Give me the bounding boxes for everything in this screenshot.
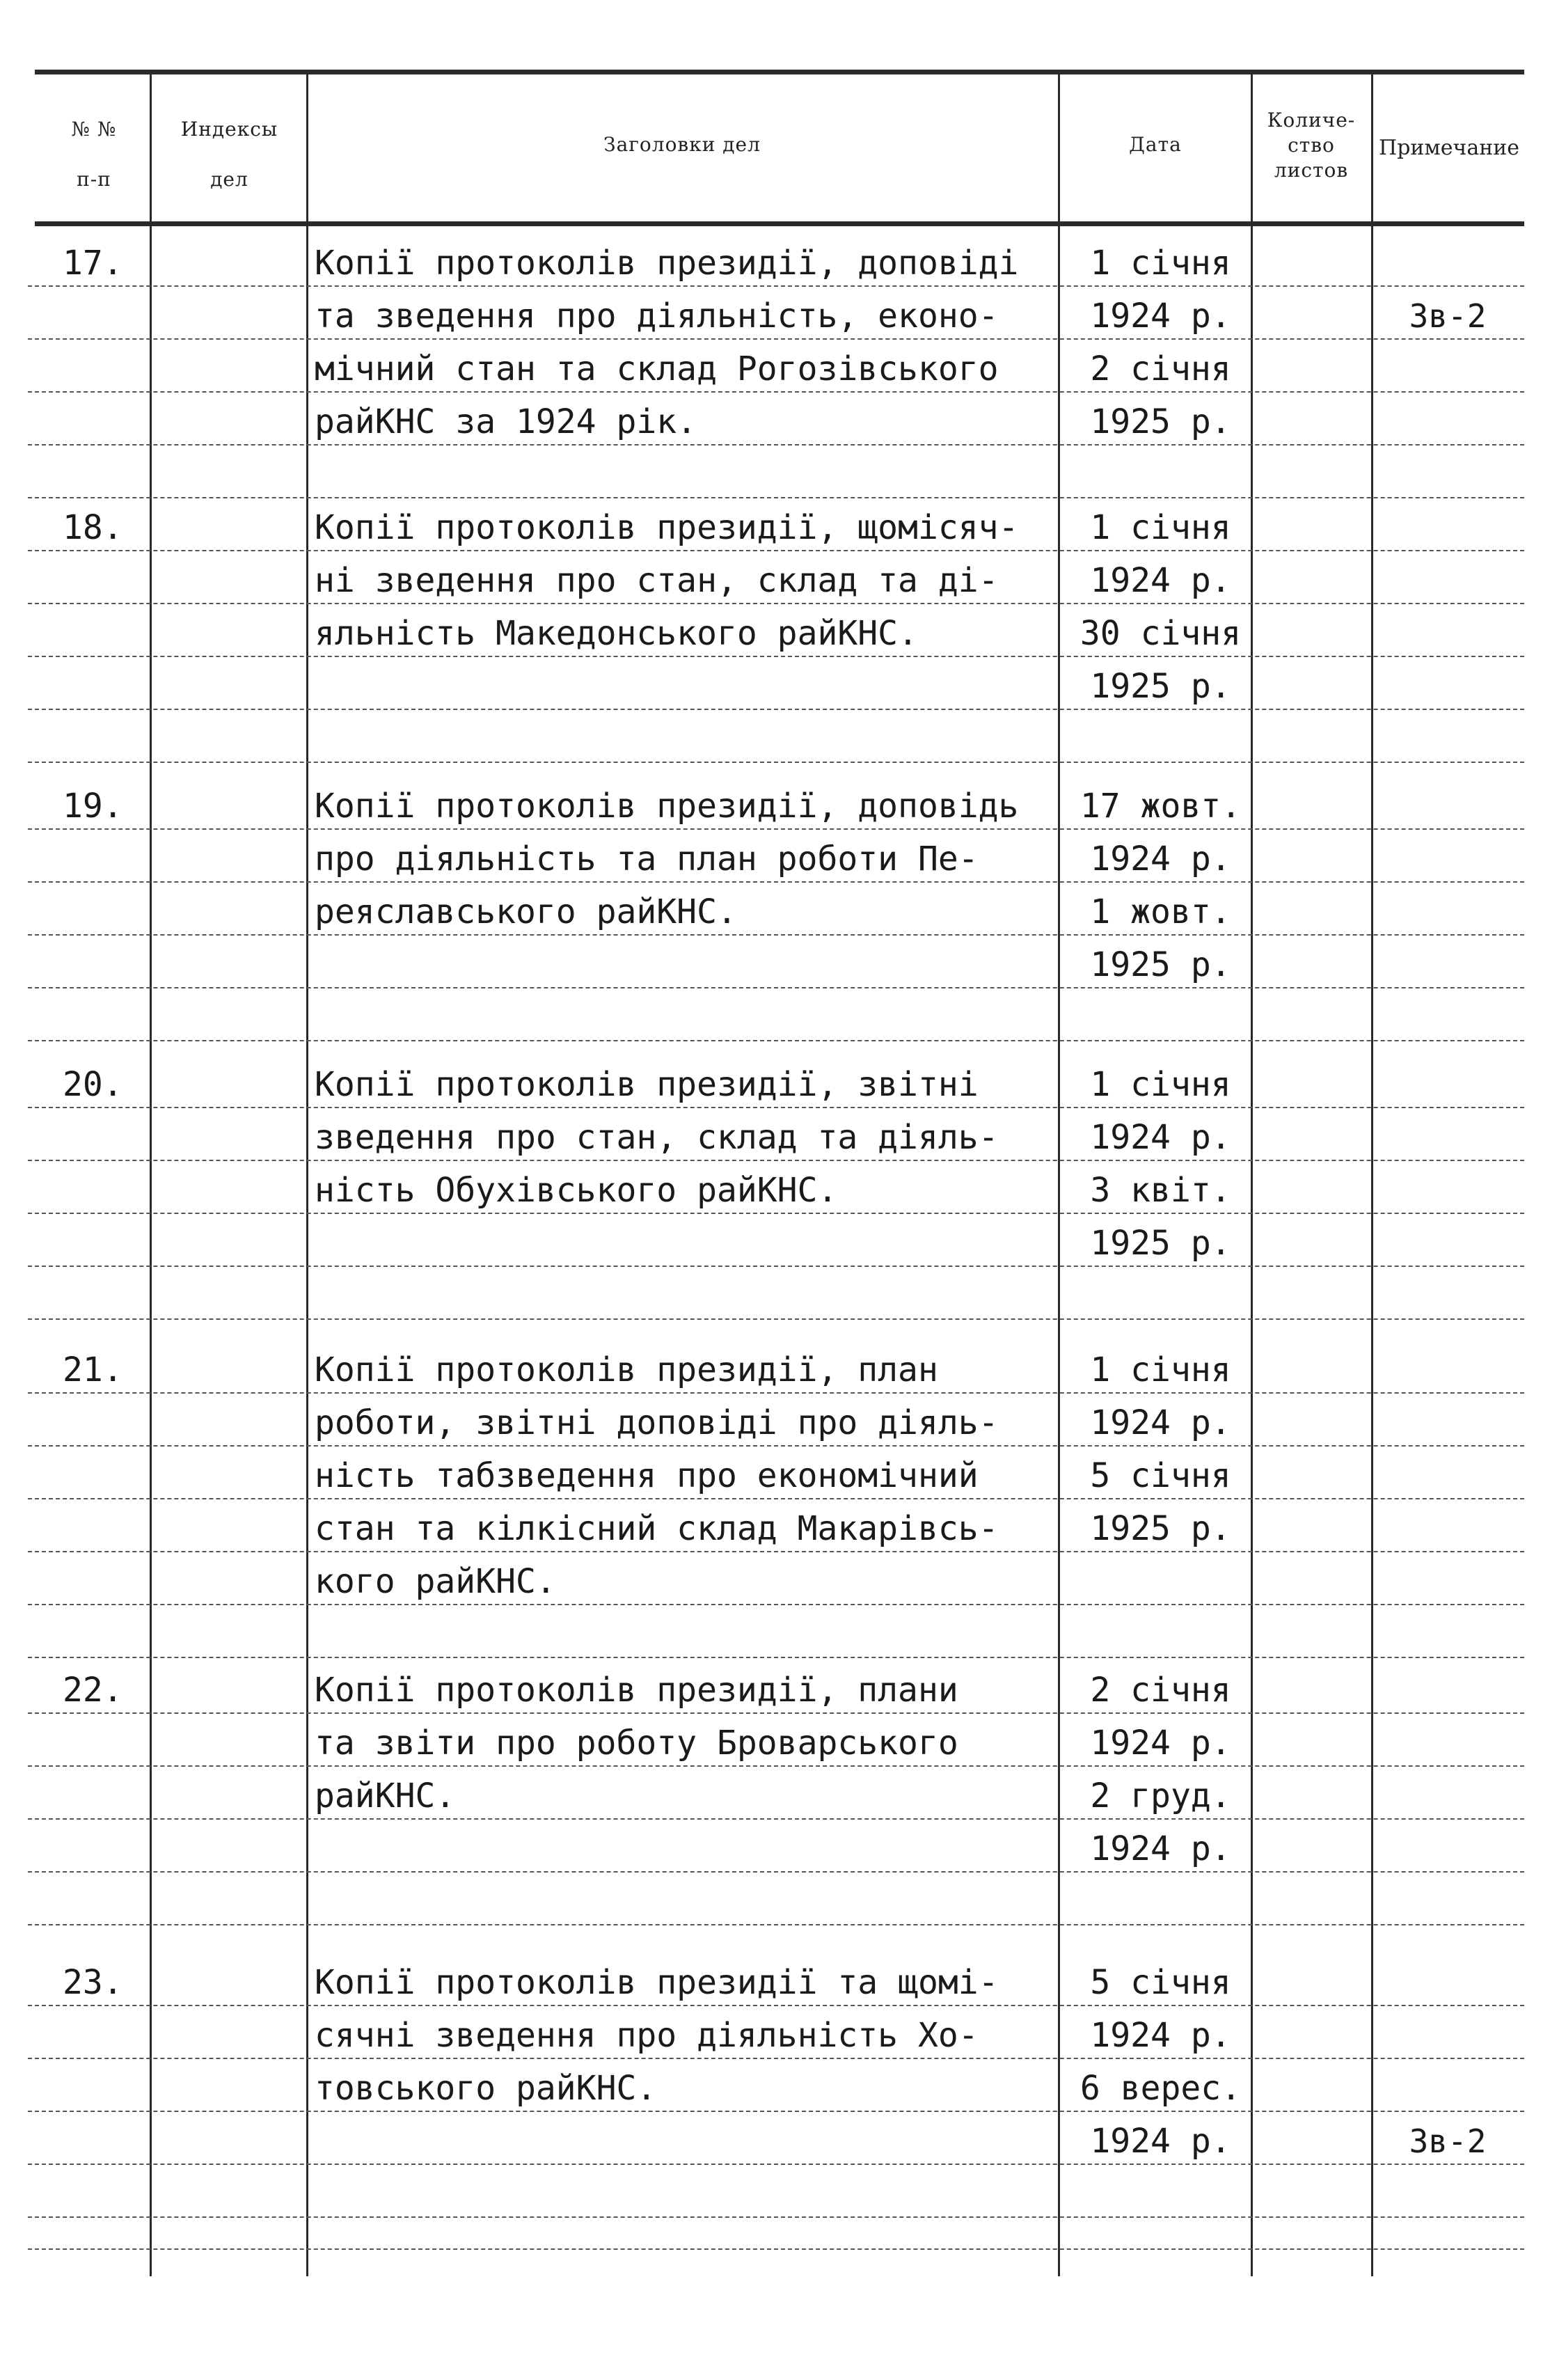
ruled-line — [28, 1392, 1524, 1394]
ruled-line — [28, 709, 1524, 710]
entry-date-line: 1924 р. — [1090, 2016, 1231, 2055]
ruled-line — [28, 603, 1524, 604]
ruled-line — [28, 1924, 1524, 1925]
entry-date-line: 1924 р. — [1090, 1724, 1231, 1763]
ruled-line — [28, 2216, 1524, 2218]
entry-title-line: про діяльність та план роботи Пе- — [315, 840, 979, 878]
entry-date-line: 1 січня — [1090, 1065, 1231, 1104]
entry-title-line: ність Обухівського райКНС. — [315, 1171, 838, 1210]
entry-title-line: яльність Македонського райКНС. — [315, 614, 918, 653]
header-bottom-border — [35, 221, 1524, 226]
ruled-line — [28, 1040, 1524, 1041]
ruled-line — [28, 1266, 1524, 1267]
ruled-line — [28, 1604, 1524, 1605]
column-divider — [306, 70, 308, 2276]
entry-date-line: 1925 р. — [1090, 1509, 1231, 1548]
entry-title-line: райКНС. — [315, 1776, 456, 1815]
entry-date-line: 17 жовт. — [1079, 787, 1242, 826]
column-divider — [1371, 70, 1373, 2276]
entry-note: Зв-2 — [1409, 2122, 1487, 2160]
entry-title-line: Копії протоколів президії та щомі- — [315, 1963, 999, 2002]
ruled-line — [28, 1107, 1524, 1108]
ruled-line — [28, 1160, 1524, 1161]
entry-date-line: 30 січня — [1079, 614, 1242, 653]
entry-date-line: 1924 р. — [1090, 561, 1231, 600]
entry-date-line: 2 січня — [1090, 349, 1231, 388]
entry-title-line: райКНС за 1924 рік. — [315, 402, 697, 441]
entry-title-line: кого райКНС. — [315, 1562, 556, 1601]
ruled-line — [28, 1657, 1524, 1658]
ruled-line — [28, 2005, 1524, 2006]
ruled-line — [28, 934, 1524, 936]
entry-title-line: ність табзведення про економічний — [315, 1456, 979, 1495]
ruled-line — [28, 1871, 1524, 1873]
entry-title-line: та звіти про роботу Броварського — [315, 1724, 958, 1763]
ruled-line — [28, 987, 1524, 988]
entry-date-line: 1 січня — [1090, 508, 1231, 547]
entry-date-line: 1924 р. — [1090, 1118, 1231, 1157]
ruled-line — [28, 828, 1524, 830]
entry-title-line: стан та кілкісний склад Макарівсь- — [315, 1509, 999, 1548]
entry-date-line: 1925 р. — [1090, 402, 1231, 441]
entry-date-line: 1 січня — [1090, 244, 1231, 283]
entry-number: 17. — [63, 244, 123, 283]
ruled-line — [28, 550, 1524, 551]
column-divider — [1251, 70, 1253, 2276]
entry-date-line: 1 жовт. — [1090, 892, 1231, 931]
ruled-line — [28, 391, 1524, 393]
entry-title-line: Копії протоколів президії, план — [315, 1350, 938, 1389]
table-top-border — [35, 70, 1524, 74]
entry-title-line: та зведення про діяльність, еконо- — [315, 297, 999, 336]
entry-number: 22. — [63, 1671, 123, 1710]
entry-date-line: 1924 р. — [1090, 1829, 1231, 1868]
entry-date-line: 6 верес. — [1079, 2069, 1242, 2108]
entry-title-line: Копії протоколів президії, доповіді — [315, 244, 1019, 283]
header-date: Дата — [1129, 133, 1182, 156]
entry-date-line: 1924 р. — [1090, 1403, 1231, 1442]
ruled-line — [28, 1551, 1524, 1552]
entry-title-line: мічний стан та склад Рогозівського — [315, 349, 999, 388]
entry-number: 18. — [63, 508, 123, 547]
entry-number: 19. — [63, 787, 123, 826]
entry-number: 23. — [63, 1963, 123, 2002]
ruled-line — [28, 338, 1524, 340]
ruled-line — [28, 1712, 1524, 1714]
ruled-line — [28, 1318, 1524, 1320]
entry-title-line: Копії протоколів президії, щомісяч- — [315, 508, 1019, 547]
ruled-line — [28, 1213, 1524, 1214]
entry-date-line: 5 січня — [1090, 1963, 1231, 2002]
ruled-line — [28, 2111, 1524, 2112]
entry-date-line: 3 квіт. — [1090, 1171, 1231, 1210]
ruled-line — [28, 2058, 1524, 2059]
ruled-line — [28, 1818, 1524, 1820]
ruled-line — [28, 1498, 1524, 1499]
entry-title-line: ні зведення про стан, склад та ді- — [315, 561, 999, 600]
header-number: № № п-п — [71, 118, 117, 191]
header-index: Индексы дел — [180, 118, 278, 191]
ruled-line — [28, 285, 1524, 287]
ruled-line — [28, 881, 1524, 883]
ruled-line — [28, 1445, 1524, 1447]
ruled-line — [28, 762, 1524, 763]
entry-date-line: 1925 р. — [1090, 667, 1231, 706]
entry-date-line: 1924 р. — [1090, 297, 1231, 336]
entry-date-line: 1 січня — [1090, 1350, 1231, 1389]
entry-date-line: 5 січня — [1090, 1456, 1231, 1495]
ruled-line — [28, 656, 1524, 657]
entry-title-line: товського райКНС. — [315, 2069, 657, 2108]
ruled-line — [28, 497, 1524, 498]
column-divider — [1058, 70, 1060, 2276]
header-note: Примечание — [1379, 136, 1519, 160]
entry-date-line: 1924 р. — [1090, 2122, 1231, 2161]
entry-date-line: 1924 р. — [1090, 840, 1231, 878]
entry-date-line: 2 груд. — [1090, 1776, 1231, 1815]
ruled-line — [28, 2248, 1524, 2250]
entry-number: 20. — [63, 1065, 123, 1104]
entry-title-line: реяславського райКНС. — [315, 892, 737, 931]
column-divider — [150, 70, 152, 2276]
entry-title-line: Копії протоколів президії, доповідь — [315, 787, 1019, 826]
entry-title-line: Копії протоколів президії, звітні — [315, 1065, 979, 1104]
entry-title-line: сячні зведення про діяльність Хо- — [315, 2016, 979, 2055]
entry-title-line: Копії протоколів президії, плани — [315, 1671, 958, 1710]
ruled-line — [28, 2164, 1524, 2165]
ruled-line — [28, 444, 1524, 446]
entry-title-line: зведення про стан, склад та діяль- — [315, 1118, 999, 1157]
entry-title-line: роботи, звітні доповіді про діяль- — [315, 1403, 999, 1442]
entry-note: Зв-2 — [1409, 297, 1487, 335]
header-sheet-count: Количе- ство листов — [1267, 109, 1356, 182]
entry-number: 21. — [63, 1350, 123, 1389]
ruled-line — [28, 1765, 1524, 1767]
entry-date-line: 1925 р. — [1090, 1224, 1231, 1263]
entry-date-line: 1925 р. — [1090, 945, 1231, 984]
header-title: Заголовки дел — [603, 133, 761, 156]
entry-date-line: 2 січня — [1090, 1671, 1231, 1710]
